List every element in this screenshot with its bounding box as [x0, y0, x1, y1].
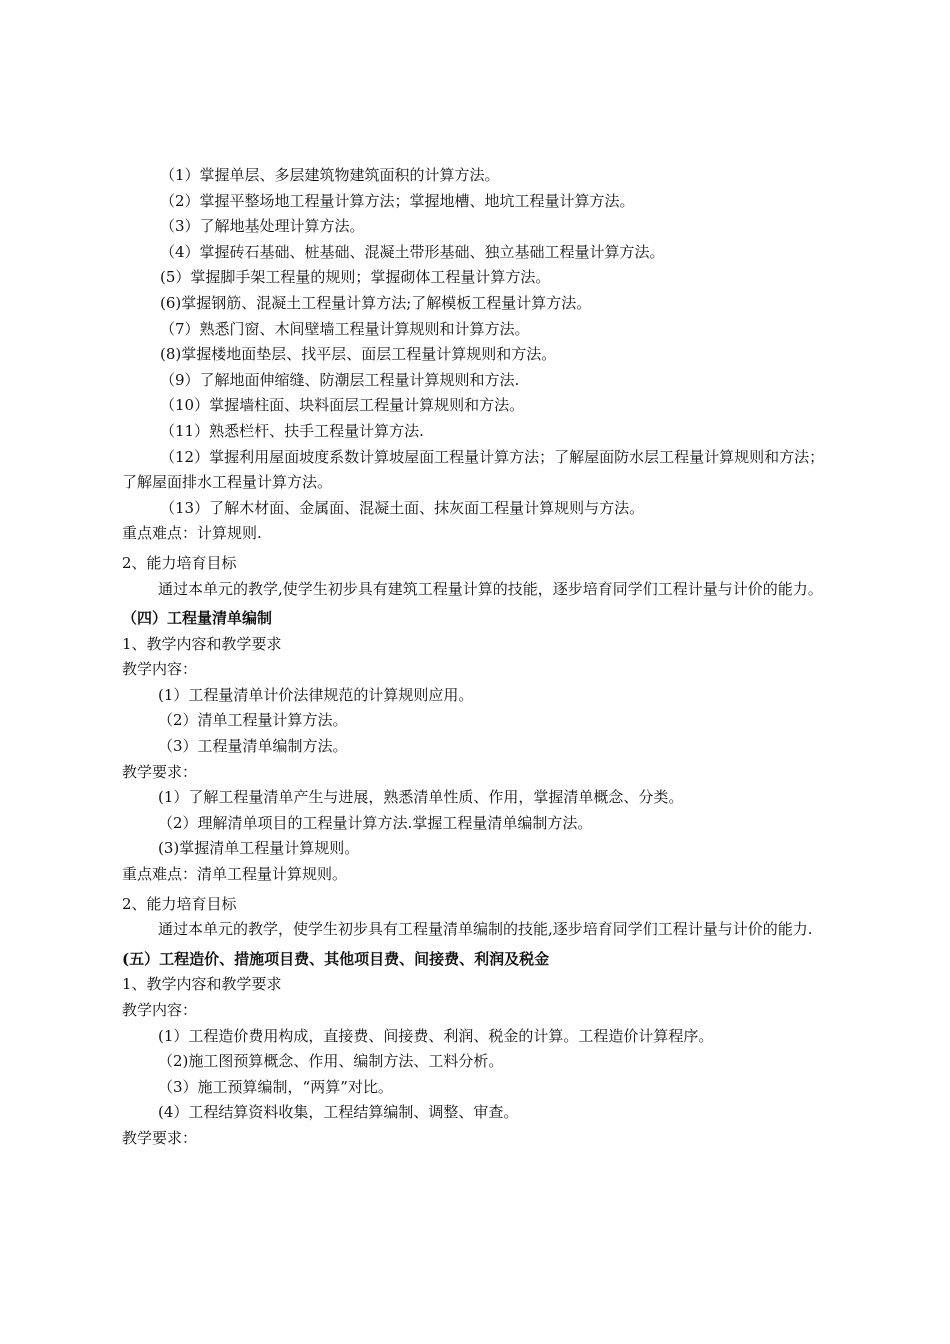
content-label: 教学内容：	[122, 1001, 198, 1019]
list-item: (3)掌握清单工程量计算规则。	[158, 839, 360, 858]
section-title: （四）工程量清单编制	[122, 609, 273, 628]
document-page	[122, 163, 838, 1152]
ability-paragraph: 通过本单元的教学，使学生初步具有工程量清单编制的技能,逐步培育同学们工程计量与计价的能力.	[158, 920, 813, 939]
subsection-heading: 1、教学内容和教学要求	[122, 975, 282, 994]
list-item: （3）了解地基处理计算方法。	[160, 217, 365, 236]
subsection-heading: 1、教学内容和教学要求	[122, 634, 282, 653]
list-item: (8)掌握楼地面垫层、找平层、面层工程量计算规则和方法。	[160, 345, 557, 364]
list-item: （7）熟悉门窗、木间壁墙工程量计算规则和计算方法。	[160, 319, 530, 338]
list-item: （12）掌握利用屋面坡度系数计算坡屋面工程量计算方法；了解屋面防水层工程量计算规则和方法；了解屋面排水工程量计算方法。	[122, 447, 825, 492]
key-points: 重点难点：计算规则.	[122, 524, 262, 543]
list-item: （13）了解木材面、金属面、混凝土面、抹灰面工程量计算规则与方法。	[160, 498, 645, 517]
requirements-label: 教学要求：	[122, 762, 198, 781]
list-item: （2)施工图预算概念、作用、编制方法、工料分析。	[158, 1052, 504, 1071]
list-item: （9）了解地面伸缩缝、防潮层工程量计算规则和方法.	[160, 370, 520, 389]
requirements-label: 教学要求：	[122, 1128, 198, 1147]
list-item: （2）掌握平整场地工程量计算方法；掌握地槽、地坑工程量计算方法。	[160, 191, 635, 210]
content-label: 教学内容：	[122, 660, 198, 679]
key-points: 重点难点：清单工程量计算规则。	[122, 865, 348, 884]
section-title: (五）工程造价、措施项目费、其他项目费、间接费、利润及税金	[122, 949, 550, 968]
list-item: （3）工程量清单编制方法。	[158, 737, 348, 756]
list-item: (1）工程量清单计价法律规范的计算规则应用。	[158, 685, 474, 704]
list-item: （2）清单工程量计算方法。	[158, 711, 348, 730]
ability-heading: 2、能力培育目标	[122, 894, 237, 913]
list-item: （1）掌握单层、多层建筑物建筑面积的计算方法。	[160, 166, 500, 184]
list-item: (5）掌握脚手架工程量的规则；掌握砌体工程量计算方法。	[160, 268, 551, 287]
list-item: （10）掌握墙柱面、块料面层工程量计算规则和方法。	[160, 396, 525, 415]
ability-heading: 2、能力培育目标	[122, 553, 237, 572]
list-item: （3）施工预算编制，“两算”对比。	[158, 1077, 393, 1096]
list-item: (4）工程结算资料收集，工程结算编制、调整、审查。	[158, 1103, 519, 1122]
list-item: (1）工程造价费用构成，直接费、间接费、利润、税金的计算。工程造价计算程序。	[158, 1026, 714, 1045]
list-item: （11）熟悉栏杆、扶手工程量计算方法.	[160, 421, 424, 440]
list-item: （4）掌握砖石基础、桩基础、混凝土带形基础、独立基础工程量计算方法。	[160, 242, 665, 261]
list-item: (6)掌握钢筋、混凝土工程量计算方法;了解模板工程量计算方法。	[160, 293, 592, 312]
list-item: （2）理解清单项目的工程量计算方法.掌握工程量清单编制方法。	[158, 813, 593, 832]
list-item: (1）了解工程量清单产生与进展，熟悉清单性质、作用，掌握清单概念、分类。	[158, 788, 684, 807]
ability-paragraph: 通过本单元的教学,使学生初步具有建筑工程量计算的技能，逐步培育同学们工程计量与计价的能力。	[158, 579, 823, 598]
objectives-list	[122, 163, 838, 521]
